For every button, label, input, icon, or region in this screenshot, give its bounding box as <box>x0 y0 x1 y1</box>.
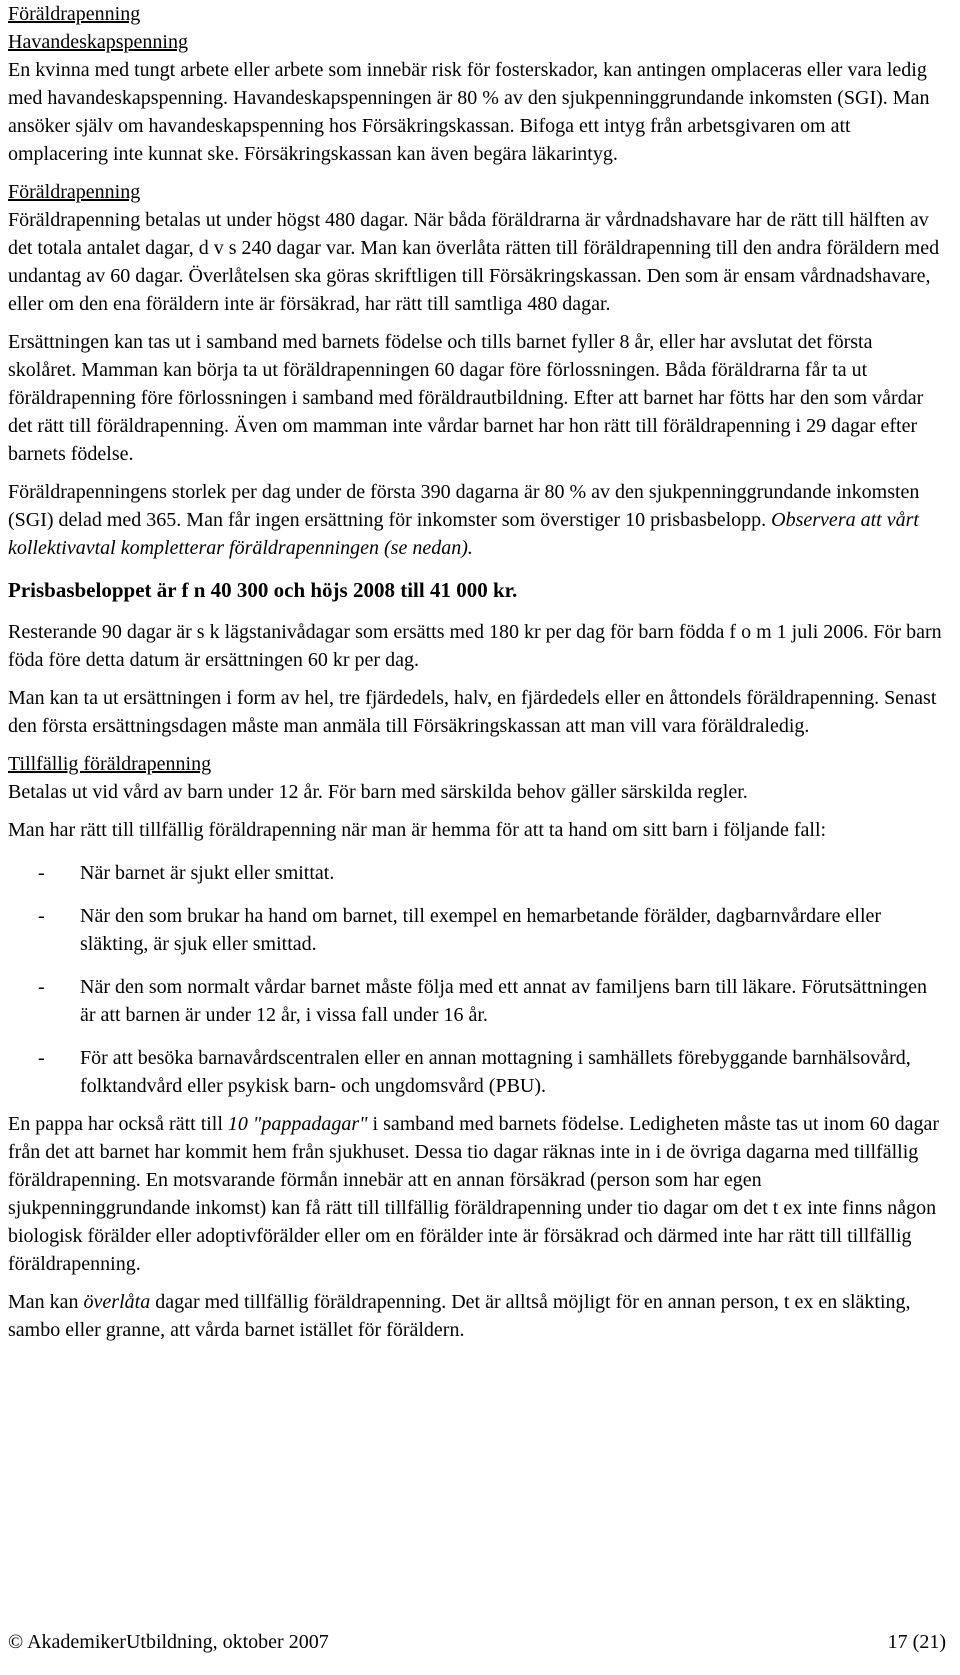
heading-foraldrapenning: Föräldrapenning <box>8 181 141 203</box>
paragraph-tf-4-a: Man kan <box>8 1291 84 1313</box>
paragraph-fp-3-italic: Observera att vårt kollektivavtal kompletterar föräldrapenningen (se nedan). <box>8 509 919 559</box>
paragraph-tf-3-a: En pappa har också rätt till <box>8 1113 228 1135</box>
page-title: Föräldrapenning <box>8 3 141 25</box>
paragraph-tf-4-b: dagar med tillfällig föräldrapenning. Det är alltså möjligt för en annan person, t ex en släkting, sambo eller granne, att vårda barnet istället för föräldern. <box>8 1291 911 1341</box>
list-item <box>8 1044 943 1100</box>
paragraph-tf-2: Man har rätt till tillfällig föräldrapenning när man är hemma för att ta hand om sitt barn i följande fall: <box>8 819 827 841</box>
paragraph-tf-4 <box>8 1288 943 1344</box>
bullet-dash: - <box>38 862 45 884</box>
list-item-text: När barnet är sjukt eller smittat. <box>80 862 335 884</box>
paragraph-fp-5: Man kan ta ut ersättningen i form av hel, tre fjärdedels, halv, en fjärdedels eller en åttondels föräldrapenning. Senast den första ersättningsdagen måste man anmäla till Försäkringskassan att man vill vara föräldraledig. <box>8 687 937 737</box>
document-page <box>8 0 943 1344</box>
heading-havandeskapspenning: Havandeskapspenning <box>8 31 188 53</box>
list-item <box>8 902 943 958</box>
prisbasbelopp-note: Prisbasbeloppet är f n 40 300 och höjs 2008 till 41 000 kr. <box>8 578 518 602</box>
paragraph-fp-2: Ersättningen kan tas ut i samband med barnets födelse och tills barnet fyller 8 år, eller har avslutat det första skolåret. Mamman kan börja ta ut föräldrapenningen 60 dagar före förlossningen. Båda föräldrarna får ta ut föräldrapenning före förlossningen i samband med föräldrautbildning. Efter att barnet har fötts har den som vårdar det rätt till föräldrapenning. Även om mamman inte vårdar barnet har hon rätt till föräldrapenning i 29 dagar efter barnets födelse. <box>8 331 924 465</box>
paragraph-tf-3 <box>8 1110 943 1278</box>
paragraph-tf-4-italic: överlåta <box>83 1291 151 1313</box>
bullet-list <box>8 859 943 1100</box>
bullet-dash: - <box>38 1047 45 1069</box>
page-footer <box>8 1628 946 1656</box>
paragraph-fp-3-text: Föräldrapenningens storlek per dag under de första 390 dagarna är 80 % av den sjukpenninggrundande inkomsten (SGI) delad med 365. Man får ingen ersättning för inkomster som överstiger 10 prisbasbelopp. <box>8 481 920 531</box>
heading-tillfallig: Tillfällig föräldrapenning <box>8 753 212 775</box>
list-item <box>8 973 943 1029</box>
paragraph-tf-3-italic: 10 "pappadagar" <box>227 1113 368 1135</box>
paragraph-tf-1: Betalas ut vid vård av barn under 12 år. För barn med särskilda behov gäller särskilda regler. <box>8 781 748 803</box>
list-item-text: För att besöka barnavårdscentralen eller en annan mottagning i samhällets förebyggande barnhälsovård, folktandvård eller psykisk barn- och ungdomsvård (PBU). <box>80 1047 911 1097</box>
page-number: 17 (21) <box>887 1631 946 1653</box>
footer-copyright: © AkademikerUtbildning, oktober 2007 <box>8 1631 329 1653</box>
list-item <box>8 859 943 887</box>
paragraph-fp-1: Föräldrapenning betalas ut under högst 480 dagar. När båda föräldrarna är vårdnadshavare har de rätt till hälften av det totala antalet dagar, d v s 240 dagar var. Man kan överlåta rätten till föräldrapenning till den andra föräldern med undantag av 60 dagar. Överlåtelsen ska göras skriftligen till Försäkringskassan. Den som är ensam vårdnadshavare, eller om den ena föräldern inte är försäkrad, har rätt till samtliga 480 dagar. <box>8 209 940 315</box>
paragraph-havande: En kvinna med tungt arbete eller arbete som innebär risk för fosterskador, kan antingen omplaceras eller vara ledig med havandeskapspenning. Havandeskapspenningen är 80 % av den sjukpenninggrundande inkomsten (SGI). Man ansöker själv om havandeskapspenning hos Försäkringskassan. Bifoga ett intyg från arbetsgivaren om att omplacering inte kunnat ske. Försäkringskassan kan även begära läkarintyg. <box>8 59 930 165</box>
bullet-dash: - <box>38 905 45 927</box>
list-item-text: När den som brukar ha hand om barnet, till exempel en hemarbetande förälder, dagbarnvårdare eller släkting, är sjuk eller smittad. <box>80 905 882 955</box>
paragraph-tf-3-b: i samband med barnets födelse. Ledigheten måste tas ut inom 60 dagar från det att barnet har kommit hem från sjukhuset. Dessa tio dagar räknas inte in i de övriga dagarna med tillfällig föräldrapenning. En motsvarande förmån innebär att en annan försäkrad (person som har egen sjukpenninggrundande inkomst) kan få rätt till tillfällig föräldrapenning under tio dagar om det t ex inte finns någon biologisk förälder eller adoptivförälder eller om en förälder inte är försäkrad och därmed inte har rätt till tillfällig föräldrapenning. <box>8 1113 940 1275</box>
list-item-text: När den som normalt vårdar barnet måste följa med ett annat av familjens barn till läkare. Förutsättningen är att barnen är under 12 år, i vissa fall under 16 år. <box>80 976 927 1026</box>
paragraph-fp-3 <box>8 478 943 562</box>
paragraph-fp-4: Resterande 90 dagar är s k lägstanivådagar som ersätts med 180 kr per dag för barn födda f o m 1 juli 2006. För barn föda före detta datum är ersättningen 60 kr per dag. <box>8 621 942 671</box>
bullet-dash: - <box>38 976 45 998</box>
